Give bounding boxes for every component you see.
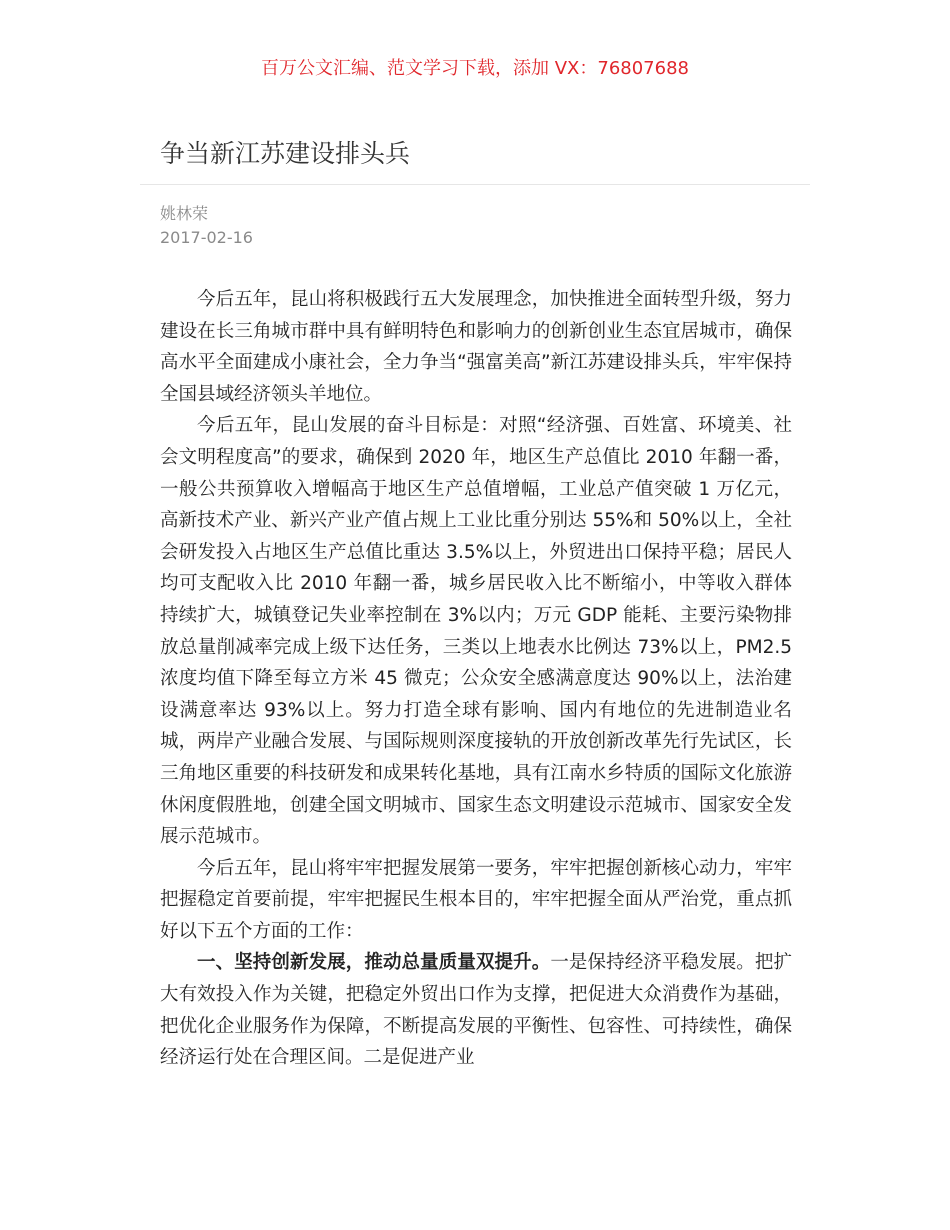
section-heading-1: 一、坚持创新发展，推动总量质量双提升。 [197, 952, 551, 974]
paragraph-4 [160, 947, 792, 1073]
paragraph-1: 今后五年，昆山将积极践行五大发展理念，加快推进全面转型升级，努力建设在长三角城市群中具有鲜明特色和影响力的创新创业生态宜居城市，确保高水平全面建成小康社会，全力争当“强富美高”新江苏建设排头兵，牢牢保持全国县域经济领头羊地位。 [160, 289, 792, 405]
article-date: 2017-02-16 [160, 228, 253, 247]
article-body [160, 284, 792, 1074]
title-divider [140, 184, 810, 185]
promo-banner: 百万公文汇编、范文学习下载，添加 VX：76807688 [261, 58, 689, 79]
paragraph-4-text: 一是保持经济平稳发展。把扩大有效投入作为关键，把稳定外贸出口作为支撑，把促进大众消费作为基础，把优化企业服务作为保障，不断提高发展的平衡性、包容性、可持续性，确保经济运行处在合理区间。二是促进产业 [160, 952, 792, 1069]
article-author: 姚林荣 [160, 204, 209, 223]
paragraph-3: 今后五年，昆山将牢牢把握发展第一要务，牢牢把握创新核心动力，牢牢把握稳定首要前提，牢牢把握民生根本目的，牢牢把握全面从严治党，重点抓好以下五个方面的工作： [160, 857, 792, 942]
article-title: 争当新江苏建设排头兵 [160, 139, 411, 168]
article-meta [160, 202, 253, 250]
paragraph-2: 今后五年，昆山发展的奋斗目标是：对照“经济强、百姓富、环境美、社会文明程度高”的要求，确保到 2020 年，地区生产总值比 2010 年翻一番，一般公共预算收入增幅高于地区生产总值增幅，工业总产值突破 1 万亿元，高新技术产业、新兴产业产值占规上工业比重分别达 55%和 50%以上，全社会研发投入占地区生产总值比重达 3.5%以上，外贸进出口保持平稳；居民人均可支配收入比 2010 年翻一番，城乡居民收入比不断缩小，中等收入群体持续扩大，城镇登记失业率控制在 3%以内；万元 GDP 能耗、主要污染物排放总量削减率完成上级下达任务，三类以上地表水比例达 73%以上，PM2.5 浓度均值下降至每立方米 45 微克；公众安全感满意度达 90%以上，法治建设满意率达 93%以上。努力打造全球有影响、国内有地位的先进制造业名城，两岸产业融合发展、与国际规则深度接轨的开放创新改革先行先试区，长三角地区重要的科技研发和成果转化基地，具有江南水乡特质的国际文化旅游休闲度假胜地，创建全国文明城市、国家生态文明建设示范城市、国家安全发展示范城市。 [160, 415, 792, 848]
